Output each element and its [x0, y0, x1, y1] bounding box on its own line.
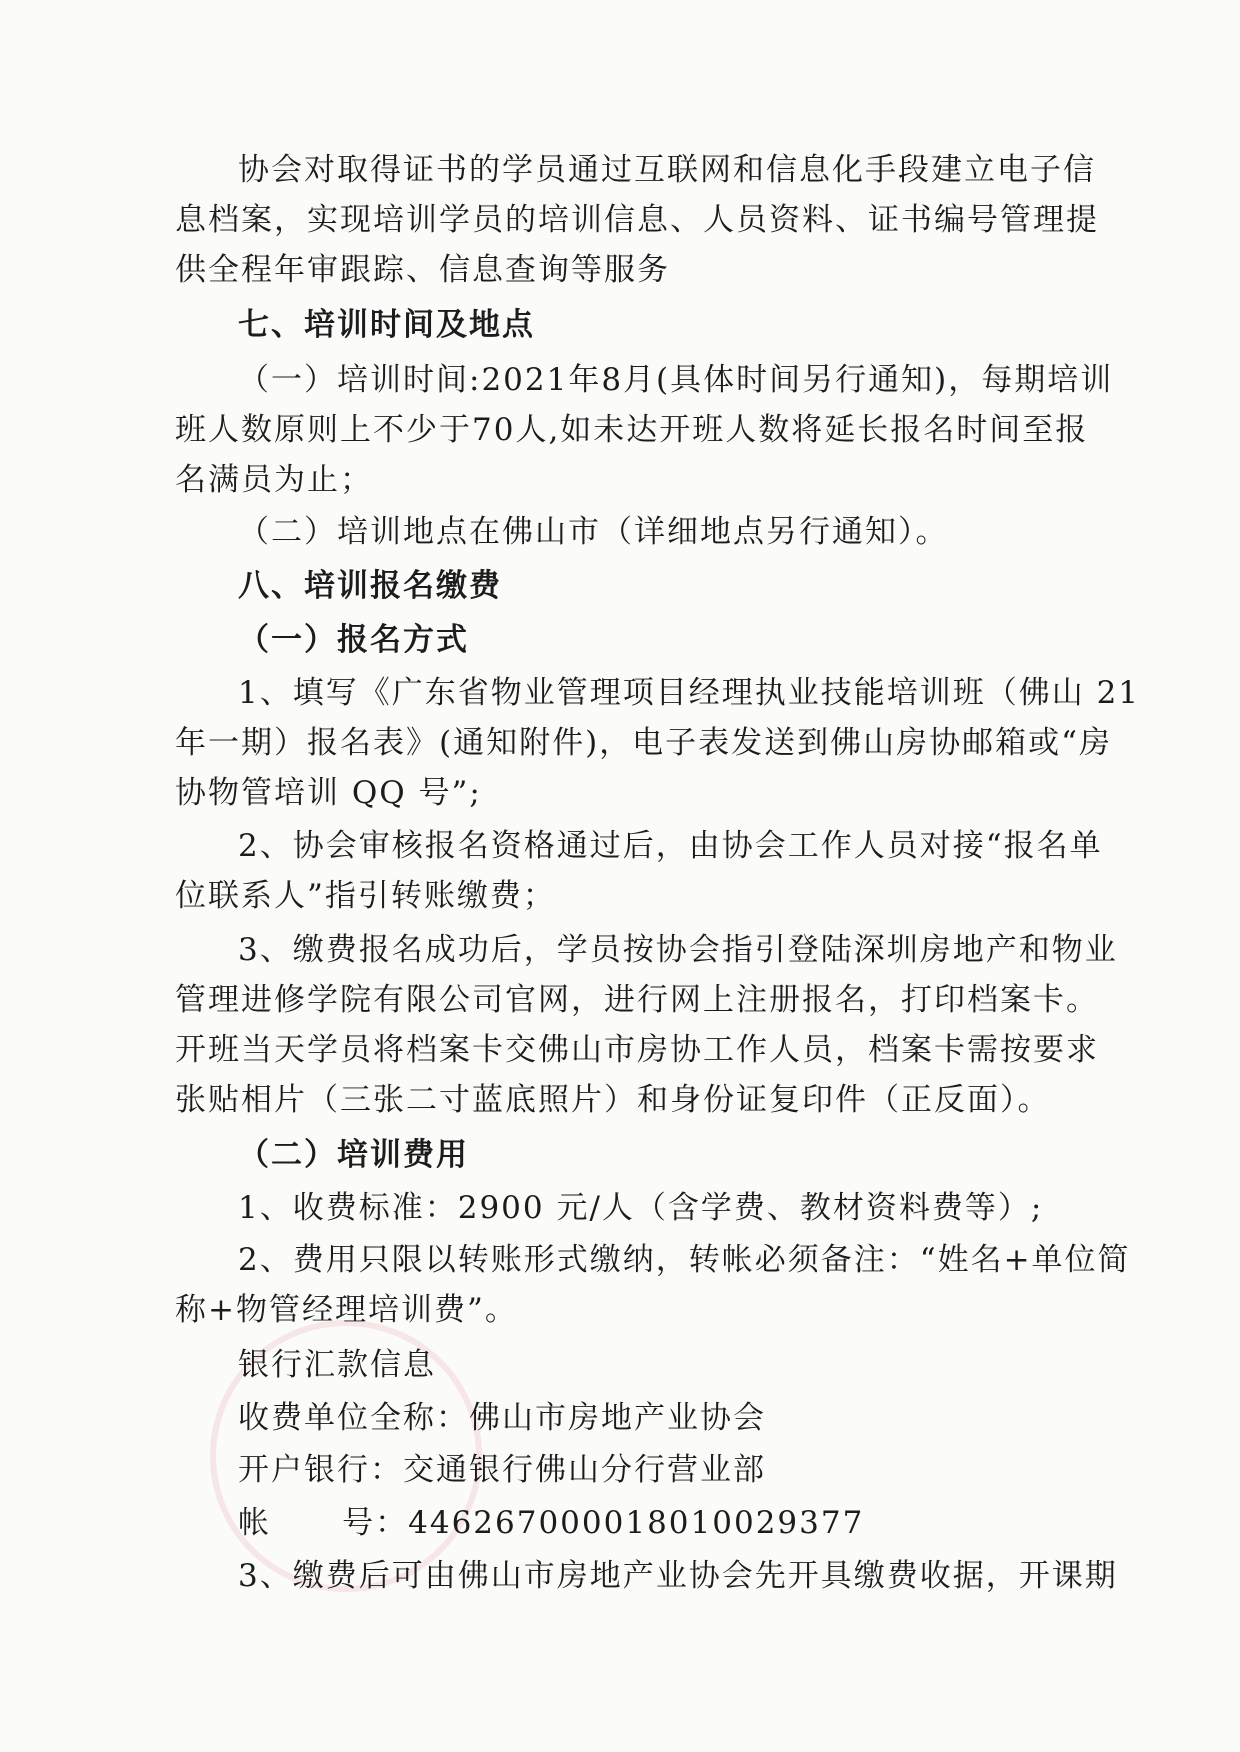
bank-payee: 收费单位全称：佛山市房地产业协会: [238, 1400, 766, 1436]
paragraph-line: 班人数原则上不少于70人,如未达开班人数将延长报名时间至报: [175, 412, 1089, 448]
paragraph-line: 3、缴费报名成功后，学员按协会指引登陆深圳房地产和物业: [238, 932, 1118, 968]
paragraph-line: 3、缴费后可由佛山市房地产业协会先开具缴费收据，开课期: [238, 1558, 1118, 1594]
paragraph-line: 息档案，实现培训学员的培训信息、人员资料、证书编号管理提: [175, 202, 1099, 238]
paragraph-line: 位联系人”指引转账缴费；: [175, 878, 556, 914]
paragraph-line: 张贴相片（三张二寸蓝底照片）和身份证复印件（正反面）。: [175, 1082, 1051, 1118]
paragraph-line: 2、协会审核报名资格通过后，由协会工作人员对接“报名单: [238, 828, 1103, 864]
subsection-heading: （二）培训费用: [238, 1137, 469, 1173]
subsection-heading: （一）报名方式: [238, 622, 469, 658]
section-heading-7: 七、培训时间及地点: [238, 307, 535, 343]
bank-info-heading: 银行汇款信息: [238, 1347, 436, 1383]
paragraph-line: 供全程年审跟踪、信息查询等服务: [175, 252, 670, 288]
paragraph-line: （二）培训地点在佛山市（详细地点另行通知）。: [238, 514, 949, 550]
bank-account: 帐 号：446267000018010029377: [238, 1505, 865, 1541]
section-heading-8: 八、培训报名缴费: [238, 568, 502, 604]
paragraph-line: 1、收费标准：2900 元/人（含学费、教材资料费等）;: [238, 1190, 1044, 1226]
paragraph-line: 协会对取得证书的学员通过互联网和信息化手段建立电子信: [238, 152, 1096, 188]
paragraph-line: 名满员为止；: [175, 462, 373, 498]
bank-name: 开户银行：交通银行佛山分行营业部: [238, 1452, 766, 1488]
paragraph-line: （一）培训时间:2021年8月(具体时间另行通知)，每期培训: [238, 362, 1114, 398]
paragraph-line: 2、费用只限以转账形式缴纳，转帐必须备注：“姓名+单位简: [238, 1242, 1131, 1278]
paragraph-line: 年一期）报名表》(通知附件)，电子表发送到佛山房协邮箱或“房: [175, 725, 1113, 761]
paragraph-line: 开班当天学员将档案卡交佛山市房协工作人员，档案卡需按要求: [175, 1032, 1099, 1068]
paragraph-line: 协物管培训 QQ 号”;: [175, 775, 482, 811]
paragraph-line: 1、填写《广东省物业管理项目经理执业技能培训班（佛山 21: [238, 675, 1141, 711]
paragraph-line: 称+物管经理培训费”。: [175, 1292, 518, 1328]
paragraph-line: 管理进修学院有限公司官网，进行网上注册报名，打印档案卡。: [175, 982, 1099, 1018]
